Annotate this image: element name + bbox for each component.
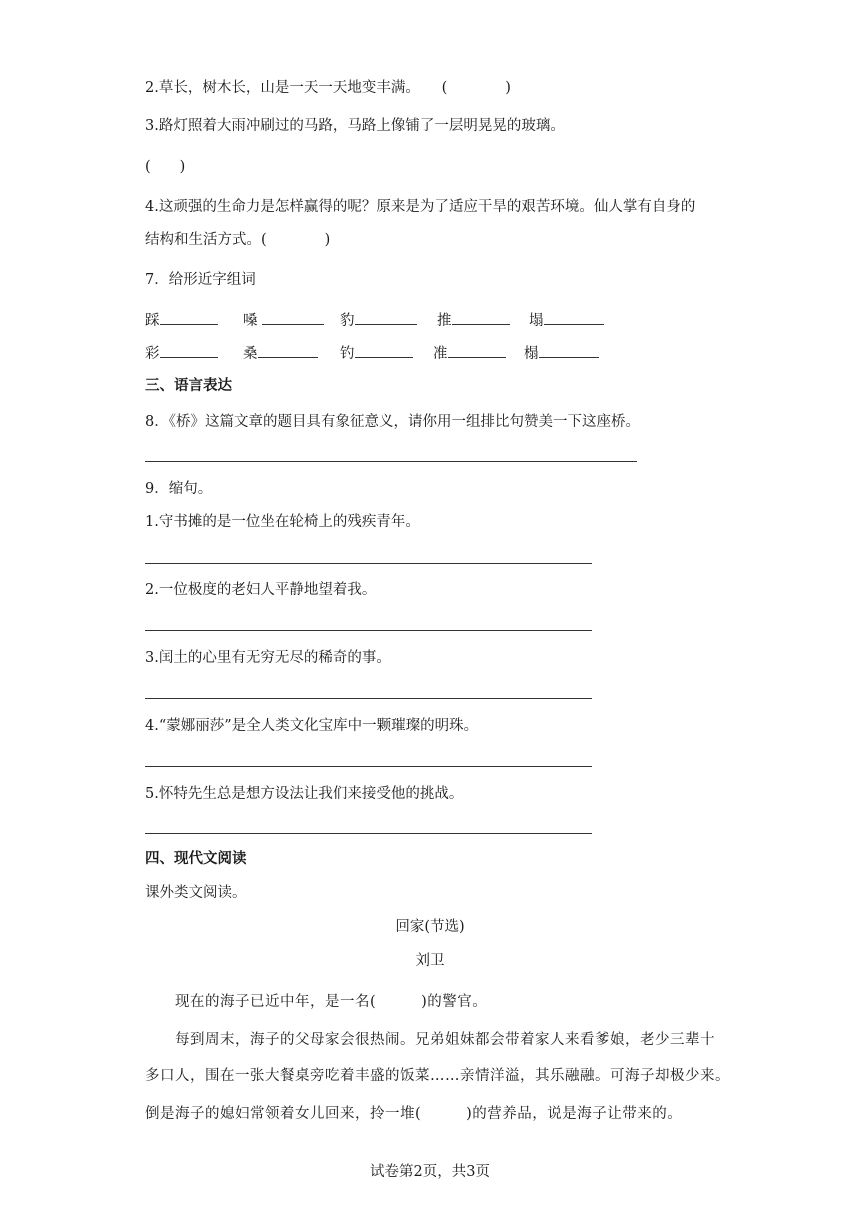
q9-answer-line[interactable] <box>145 630 592 631</box>
q6-item-4-line2: 结构和生活方式。( ) <box>145 232 331 248</box>
q7-word: 准 <box>433 343 506 364</box>
page-footer: 试卷第2页，共3页 <box>370 1164 490 1180</box>
q9-item: 5.怀特先生总是想方设法让我们来接受他的挑战。 <box>145 786 464 802</box>
q9-answer-line[interactable] <box>145 766 592 767</box>
q9-answer-line[interactable] <box>145 563 592 564</box>
passage-line: 倒是海子的媳妇常领着女儿回来，拎一堆( )的营养品，说是海子让带来的。 <box>145 1106 683 1122</box>
section-heading-3: 三、语言表达 <box>145 378 232 394</box>
q9-item: 3.闰土的心里有无穷无尽的稀奇的事。 <box>145 650 391 666</box>
q9-item: 4.“蒙娜丽莎”是全人类文化宝库中一颗璀璨的明珠。 <box>145 718 479 734</box>
passage-title: 回家(节选) <box>395 919 465 935</box>
q7-word: 彩 <box>145 343 218 364</box>
q7-word: 踩 <box>145 310 218 331</box>
reading-intro: 课外类文阅读。 <box>145 885 247 901</box>
q7-word: 豹 <box>340 310 417 331</box>
q6-item-2: 2.草长，树木长，山是一天一天地变丰满。 ( ) <box>145 80 511 96</box>
q7-word: 塌 <box>529 310 604 331</box>
q7-word: 榻 <box>524 343 599 364</box>
q9-item: 1.守书摊的是一位坐在轮椅上的残疾青年。 <box>145 514 420 530</box>
section-heading-4: 四、现代文阅读 <box>145 851 247 867</box>
q9-item: 2.一位极度的老妇人平静地望着我。 <box>145 582 377 598</box>
q9-answer-line[interactable] <box>145 833 592 834</box>
passage-author: 刘卫 <box>415 953 445 969</box>
q8-prompt: 8．《桥》这篇文章的题目具有象征意义，请你用一组排比句赞美一下这座桥。 <box>145 414 640 430</box>
q8-answer-line[interactable] <box>145 461 637 462</box>
q7-word: 嗓 <box>243 310 324 331</box>
q7-title: 7．给形近字组词 <box>145 272 256 288</box>
q9-answer-line[interactable] <box>145 698 592 699</box>
q7-word: 推 <box>437 310 510 331</box>
q7-word: 桑 <box>243 343 318 364</box>
q6-item-4-line1: 4.这顽强的生命力是怎样赢得的呢？原来是为了适应干旱的艰苦环境。仙人掌有自身的 <box>145 199 696 215</box>
q9-title: 9．缩句。 <box>145 481 213 497</box>
q7-word: 钓 <box>340 343 413 364</box>
q6-item-3: 3.路灯照着大雨冲刷过的马路，马路上像铺了一层明晃晃的玻璃。 <box>145 118 565 134</box>
passage-line: 多口人，围在一张大餐桌旁吃着丰盛的饭菜……亲情洋溢，其乐融融。可海子却极少来。 <box>145 1068 730 1084</box>
passage-line: 每到周末，海子的父母家会很热闹。兄弟姐妹都会带着家人来看爹娘，老少三辈十 <box>145 1032 715 1048</box>
q6-item-3-answer: ( ) <box>145 159 186 175</box>
passage-line: 现在的海子已近中年，是一名( )的警官。 <box>145 994 488 1010</box>
